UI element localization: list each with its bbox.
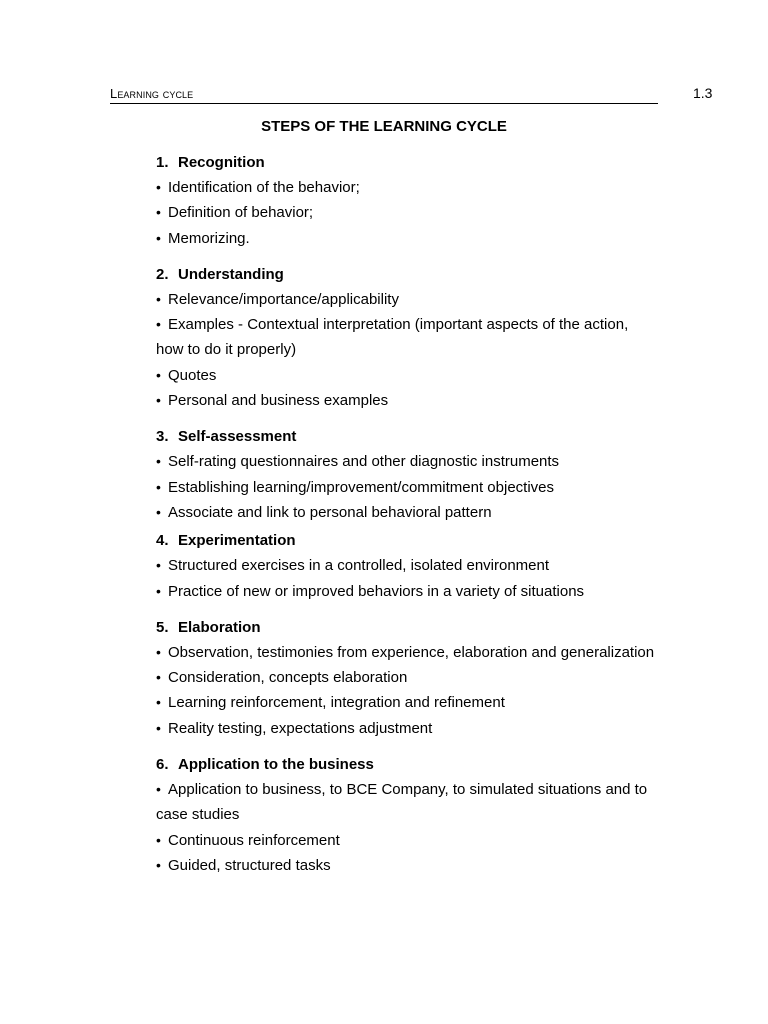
step-title: Recognition [178,154,265,171]
spacer [156,741,656,752]
page-number: 1.3 [693,85,713,101]
bullet-icon: • [156,582,161,599]
running-header [110,86,658,104]
document-body [156,150,656,878]
step-heading [156,424,656,449]
step-heading [156,752,656,777]
list-item: • Continuous reinforcement [156,828,656,853]
bullet-list [156,640,656,741]
bullet-list [156,777,656,878]
bullet-icon: • [156,478,161,495]
list-item: • Reality testing, expectations adjustment [156,716,656,741]
list-item: • Observation, testimonies from experience, elaboration and generalization [156,640,656,665]
spacer [156,604,656,615]
step-understanding [156,262,656,413]
header-title: Learning cycle [110,86,194,101]
list-item: • Memorizing. [156,226,656,251]
step-title: Self-assessment [178,428,297,446]
list-item: • Practice of new or improved behaviors in a variety of situations [156,579,656,604]
step-number: 5. [156,618,169,636]
bullet-list [156,287,656,413]
list-item: • Structured exercises in a controlled, isolated environment [156,553,656,578]
bullet-icon: • [156,669,161,686]
bullet-icon: • [156,366,161,383]
document-title: STEPS OF THE LEARNING CYCLE [261,118,507,135]
list-item: • Establishing learning/improvement/commitment objectives [156,475,656,500]
bullet-list [156,449,656,525]
step-number: 6. [156,756,169,774]
step-title: Application to the business [178,756,374,774]
bullet-icon: • [156,856,161,873]
step-application-to-business [156,752,656,878]
list-item: • Relevance/importance/applicability [156,287,656,312]
step-title: Understanding [178,265,284,283]
step-heading [156,150,656,175]
list-item: • Application to business, to BCE Company, to simulated situations and to case studies [156,777,656,828]
bullet-icon: • [156,229,161,246]
bullet-icon: • [156,557,161,574]
bullet-icon: • [156,719,161,736]
step-elaboration [156,615,656,741]
list-item: • Quotes [156,363,656,388]
bullet-icon: • [156,643,161,660]
step-recognition [156,150,656,251]
list-item: • Definition of behavior; [156,200,656,225]
bullet-icon: • [156,503,161,520]
bullet-icon: • [156,179,161,195]
step-experimentation [156,528,656,604]
bullet-list [156,175,656,251]
step-heading [156,262,656,287]
list-item: • Guided, structured tasks [156,853,656,878]
step-number: 2. [156,265,169,283]
bullet-icon: • [156,316,161,333]
bullet-icon: • [156,831,161,848]
step-number: 4. [156,532,169,550]
bullet-list [156,553,656,604]
list-item: • Self-rating questionnaires and other diagnostic instruments [156,449,656,474]
list-item: • Personal and business examples [156,388,656,413]
step-title: Elaboration [178,618,261,636]
list-item: • Identification of the behavior; [156,175,656,200]
bullet-icon: • [156,453,161,470]
bullet-icon: • [156,290,161,307]
bullet-icon: • [156,781,161,798]
list-item: • Consideration, concepts elaboration [156,665,656,690]
bullet-icon: • [156,204,161,221]
bullet-icon: • [156,694,161,711]
spacer [156,413,656,424]
list-item: • Associate and link to personal behavioral pattern [156,500,656,525]
spacer [156,251,656,262]
bullet-icon: • [156,392,161,409]
step-title: Experimentation [178,532,296,550]
list-item: • Learning reinforcement, integration and refinement [156,690,656,715]
step-heading [156,528,656,553]
step-number: 1. [156,154,169,171]
step-self-assessment [156,424,656,525]
list-item: • Examples - Contextual interpretation (important aspects of the action, how to do it properly) [156,312,656,363]
step-heading [156,615,656,640]
step-number: 3. [156,428,169,446]
